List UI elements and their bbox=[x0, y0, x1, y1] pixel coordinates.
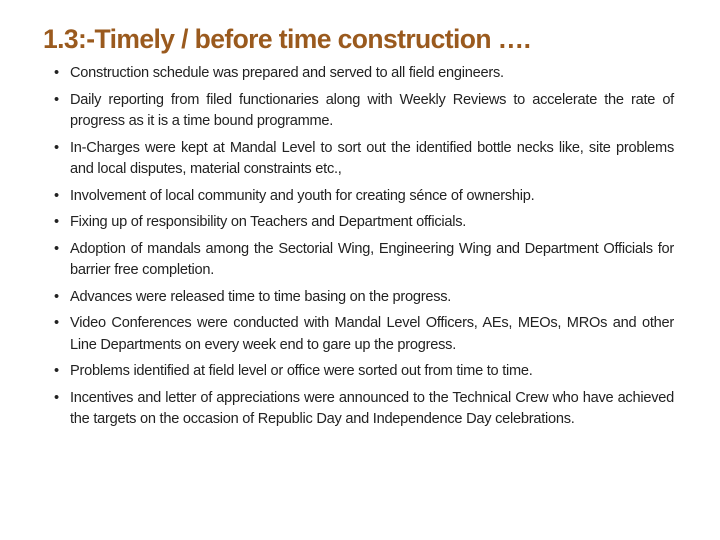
bullet-icon: • bbox=[54, 389, 59, 406]
list-item bbox=[54, 212, 674, 234]
list-item-text: Video Conferences were conducted with Mandal Level Officers, AEs, MEOs, MROs and other Line Departments on every week end to gare up the progress. bbox=[70, 315, 674, 353]
list-item-text: Problems identified at field level or office were sorted out from time to time. bbox=[70, 363, 533, 379]
list-item-text: Adoption of mandals among the Sectorial Wing, Engineering Wing and Department Officials for barrier free completion. bbox=[70, 240, 674, 278]
bullet-icon: • bbox=[54, 240, 59, 257]
list-item bbox=[54, 239, 674, 282]
bullet-icon: • bbox=[54, 65, 59, 81]
list-item-text: Fixing up of responsibility on Teachers and Department officials. bbox=[70, 214, 467, 230]
bullet-icon: • bbox=[54, 187, 59, 204]
list-item-text: Involvement of local community and youth for creating sénce of ownership. bbox=[70, 187, 535, 204]
list-item bbox=[54, 138, 674, 181]
list-item bbox=[54, 388, 674, 431]
bullet-icon: • bbox=[54, 91, 59, 108]
list-item bbox=[54, 287, 674, 309]
list-item bbox=[54, 313, 674, 356]
list-item-text: Incentives and letter of appreciations were announced to the Technical Crew who have achieved the targets on the occasion of Republic Day and Independence Day celebrations. bbox=[70, 389, 674, 427]
bullet-icon: • bbox=[54, 288, 59, 305]
list-item-text: Daily reporting from filed functionaries along with Weekly Reviews to accelerate the rate of progress as it is a time bound programme. bbox=[70, 91, 674, 129]
list-item-text: Construction schedule was prepared and served to all field engineers. bbox=[70, 65, 504, 81]
bullet-list bbox=[54, 63, 674, 436]
list-item bbox=[54, 63, 674, 85]
bullet-icon: • bbox=[54, 363, 59, 379]
list-item-text: Advances were released time to time basing on the progress. bbox=[70, 288, 452, 305]
list-item bbox=[54, 186, 674, 208]
list-item bbox=[54, 361, 674, 383]
list-item bbox=[54, 90, 674, 133]
slide-title: 1.3:-Timely / before time construction …. bbox=[43, 24, 531, 54]
bullet-icon: • bbox=[54, 315, 59, 331]
bullet-icon: • bbox=[54, 139, 59, 156]
bullet-icon: • bbox=[54, 214, 59, 230]
list-item-text: In-Charges were kept at Mandal Level to sort out the identified bottle necks like, site problems and local disputes, material constraints etc., bbox=[70, 139, 674, 177]
